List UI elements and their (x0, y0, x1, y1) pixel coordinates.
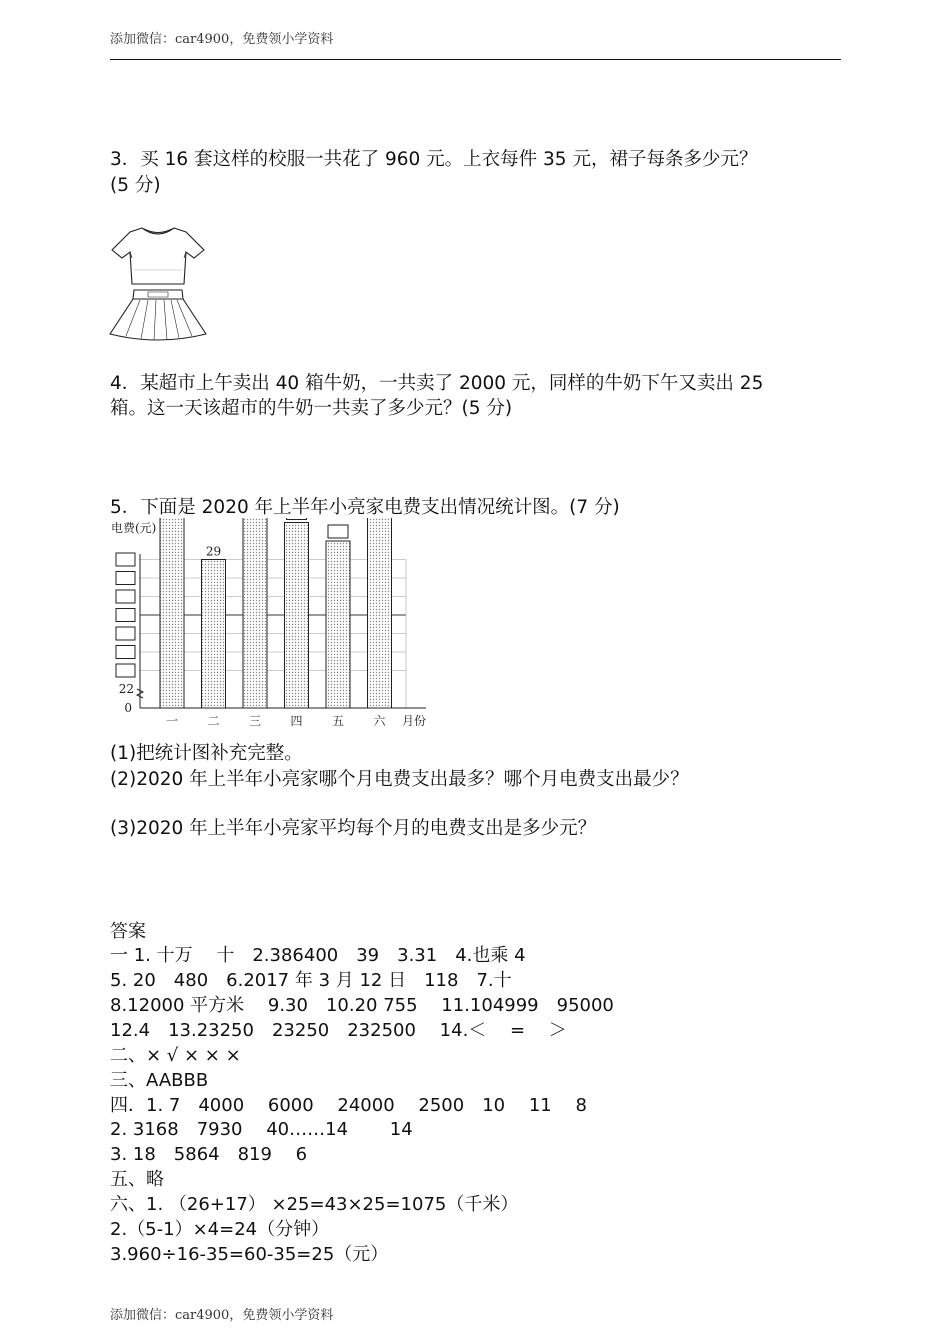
answer-line: 3.960÷16-35=60-35=25（元） (110, 1244, 389, 1265)
x-tick-labels (166, 714, 387, 728)
bar-blank-label-box (328, 525, 348, 538)
bar (160, 518, 184, 708)
x-axis-label: 月份 (402, 714, 427, 728)
q5-sub1: (1)把统计图补充完整。 (110, 743, 303, 764)
answer-line: 二、× √ × × × (110, 1045, 241, 1066)
q5-title: 5．下面是 2020 年上半年小亮家电费支出情况统计图。(7 分) (110, 497, 620, 518)
skirt-outline (110, 299, 206, 340)
x-tick-label: 四 (290, 714, 303, 728)
y-tick-blank-box (116, 627, 135, 640)
q3-line1: 3．买 16 套这样的校服一共花了 960 元。上衣每件 35 元，裙子每条多少元？ (110, 149, 758, 170)
answer-line: 8.12000 平方米 9.30 10.20 755 11.104999 95000 (110, 995, 614, 1016)
answer-line: 12.4 13.23250 23250 232500 14.＜ = ＞ (110, 1020, 567, 1041)
answer-line: 3. 18 5864 819 6 (110, 1144, 308, 1165)
answer-line: 5. 20 480 6.2017 年 3 月 12 日 118 7.十 (110, 970, 512, 991)
school-uniform-icon (108, 222, 208, 344)
y-tick-blank-box (116, 590, 135, 603)
y-tick-blank-box (116, 646, 135, 659)
q5-sub2: (2)2020 年上半年小亮家哪个月电费支出最多？哪个月电费支出最少？ (110, 769, 689, 790)
axis-break-mark (137, 689, 143, 698)
shirt-outline (112, 228, 204, 284)
y-tick-blank-box (116, 553, 135, 566)
answer-line: 2.（5-1）×4=24（分钟） (110, 1219, 330, 1240)
answer-line: 一 1. 十万 十 2.386400 39 3.31 4.也乘 4 (110, 945, 526, 966)
bar (368, 518, 392, 708)
x-tick-label: 三 (248, 714, 262, 728)
bar (285, 523, 309, 709)
bar (243, 518, 267, 708)
bar-value-label: 29 (205, 544, 222, 559)
x-tick-label: 一 (165, 714, 179, 728)
y-tick-blank-box (116, 572, 135, 585)
y-axis-label: 电费(元) (111, 521, 157, 535)
answer-line: 四．1. 7 4000 6000 24000 2500 10 11 8 (110, 1095, 587, 1116)
bars (160, 518, 392, 708)
x-tick-label: 二 (207, 714, 220, 728)
header-rule (110, 59, 841, 60)
electricity-bar-chart (108, 518, 448, 733)
skirt-waistband (133, 290, 183, 299)
x-tick-label: 六 (373, 714, 386, 728)
answer-line: 2. 3168 7930 40……14 14 (110, 1119, 413, 1140)
y-tick-blank-box (116, 664, 135, 677)
answer-line: 五、略 (110, 1169, 164, 1190)
bar (326, 541, 350, 708)
q4-line2: 箱。这一天该超市的牛奶一共卖了多少元？(5 分) (110, 398, 513, 419)
bar-blank-label-box (287, 518, 307, 520)
bar (202, 560, 226, 709)
answers-title: 答案 (110, 921, 146, 942)
y-tick-blank-box (116, 609, 135, 622)
q5-sub3: (3)2020 年上半年小亮家平均每个月的电费支出是多少元？ (110, 818, 597, 839)
answer-line: 三、AABBB (110, 1070, 209, 1091)
answer-line: 六、1. （26+17） ×25=43×25=1075（千米） (110, 1194, 519, 1215)
y-tick-blank-boxes (116, 553, 135, 677)
x-tick-label: 五 (331, 714, 345, 728)
page-header: 添加微信：car4900，免费领小学资料 (110, 32, 334, 47)
q3-line2: (5 分) (110, 175, 161, 196)
y-tick-0: 0 (124, 701, 132, 715)
page-footer: 添加微信：car4900，免费领小学资料 (110, 1308, 334, 1323)
q4-line1: 4．某超市上午卖出 40 箱牛奶，一共卖了 2000 元，同样的牛奶下午又卖出 25 (110, 373, 764, 394)
y-tick-22: 22 (118, 682, 134, 696)
